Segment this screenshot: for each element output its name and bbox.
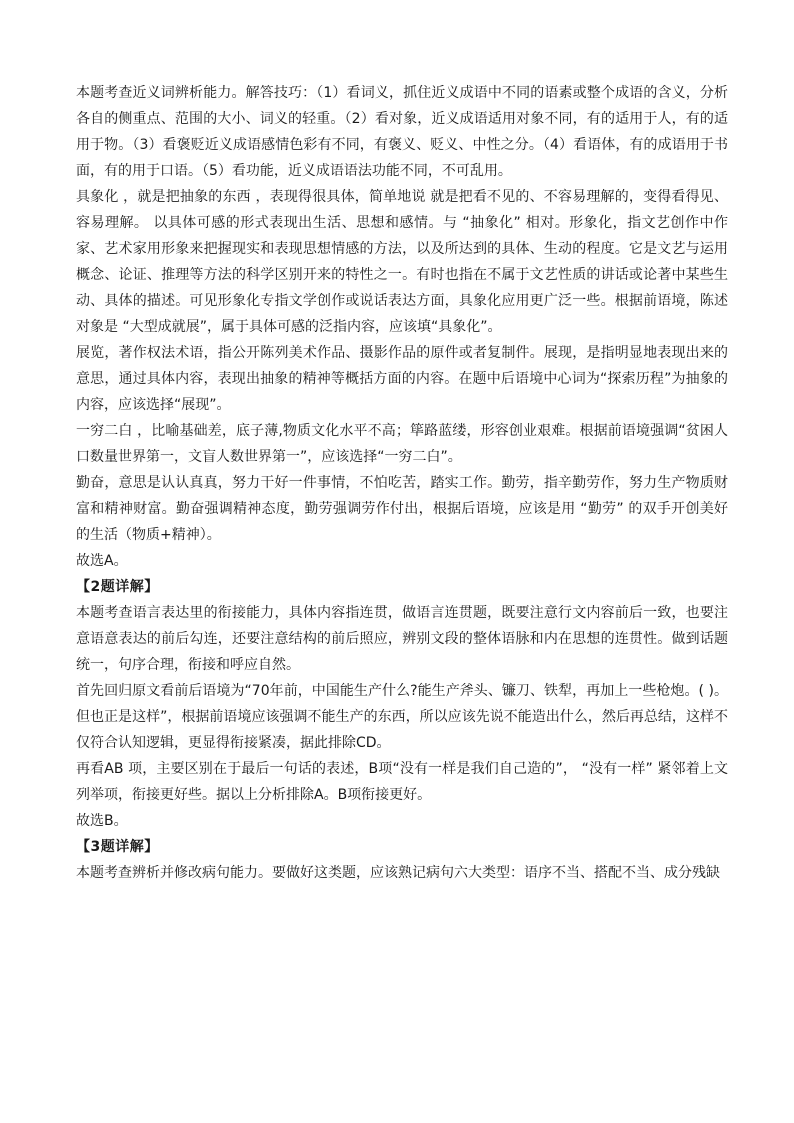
paragraph-qinlao: 勤奋，意思是认认真真，努力干好一件事情，不怕吃苦，踏实工作。勤劳，指辛勤劳作，努力生产物质财富和精神财富。勤奋强调精神态度，勤劳强调劳作付出，根据后语境，应该是用 “勤劳” 的双手开创美好的生活（物质+精神）。 [76,475,728,543]
paragraph-zhanxian: 展览，著作权法术语，指公开陈列美术作品、摄影作品的原件或者复制件。展现，是指明显地表现出来的意思，通过具体内容，表现出抽象的精神等概括方面的内容。在题中后语境中心词为“探索历程”为抽象的内容，应该选择“展现”。 [76,345,728,413]
paragraph-q2-intro: 本题考查语言表达里的衔接能力，具体内容指连贯，做语言连贯题，既要注意行文内容前后一致，也要注意语意表达的前后勾连，还要注意结构的前后照应，辨别文段的整体语脉和内在思想的连贯性。做到话题统一，句序合理，衔接和呼应自然。 [76,605,728,673]
answer-q2: 故选B。 [76,813,128,829]
paragraph-intro: 本题考查近义词辨析能力。解答技巧：（1）看词义，抓住近义成语中不同的语素或整个成语的含义，分析各自的侧重点、范围的大小、词义的轻重。（2）看对象，近义成语适用对象不同，有的适用于人，有的适用于物。（3）看褒贬近义成语感情色彩有不同，有褒义、贬义、中性之分。（4）看语体，有的成语用于书面，有的用于口语。（5）看功能，近义成语语法功能不同，不可乱用。 [76,85,728,179]
paragraph-yiqiongerbai: 一穷二白 ，比喻基础差，底子薄,物质文化水平不高；筚路蓝缕，形容创业艰难。根据前语境强调“贫困人口数量世界第一，文盲人数世界第一”，应该选择“一穷二白”。 [76,423,728,465]
heading-q3: 【3题详解】 [76,839,159,855]
answer-q1: 故选A。 [76,553,128,569]
paragraph-q2-context: 首先回归原文看前后语境为“70年前，中国能生产什么?能生产斧头、镰刀、铁犁，再加上一些枪炮。( )。但也正是这样”，根据前语境应该强调不能生产的东西，所以应该先说不能造出什么，然后再总结，这样不仅符合认知逻辑，更显得衔接紧凑，据此排除CD。 [76,683,728,751]
paragraph-q3-intro: 本题考查辨析并修改病句能力。要做好这类题，应该熟记病句六大类型：语序不当、搭配不当、成分残缺 [76,865,720,881]
document-body [76,80,728,886]
paragraph-q2-ab: 再看AB 项，主要区别在于最后一句话的表述，B项“没有一样是我们自己造的”， “没有一样” 紧邻着上文列举项，衔接更好些。据以上分析排除A。B项衔接更好。 [76,761,728,803]
heading-q2: 【2题详解】 [76,579,159,595]
paragraph-juxianghua: 具象化 ，就是把抽象的东西 ，表现得很具体，简单地说 就是把看不见的、不容易理解的，变得看得见、容易理解。 以具体可感的形式表现出生活、思想和感情。与 “抽象化” 相对。形象化，指文艺创作中作家、艺术家用形象来把握现实和表现思想情感的方法，以及所达到的具体、生动的程度。它是文艺与运用概念、论证、推理等方法的科学区别开来的特性之一。有时也指在不属于文艺性质的讲话或论著中某些生动、具体的描述。可见形象化专指文学创作或说话表达方面，具象化应用更广泛一些。根据前语境，陈述对象是 “大型成就展”，属于具体可感的泛指内容，应该填“具象化”。 [76,189,728,335]
